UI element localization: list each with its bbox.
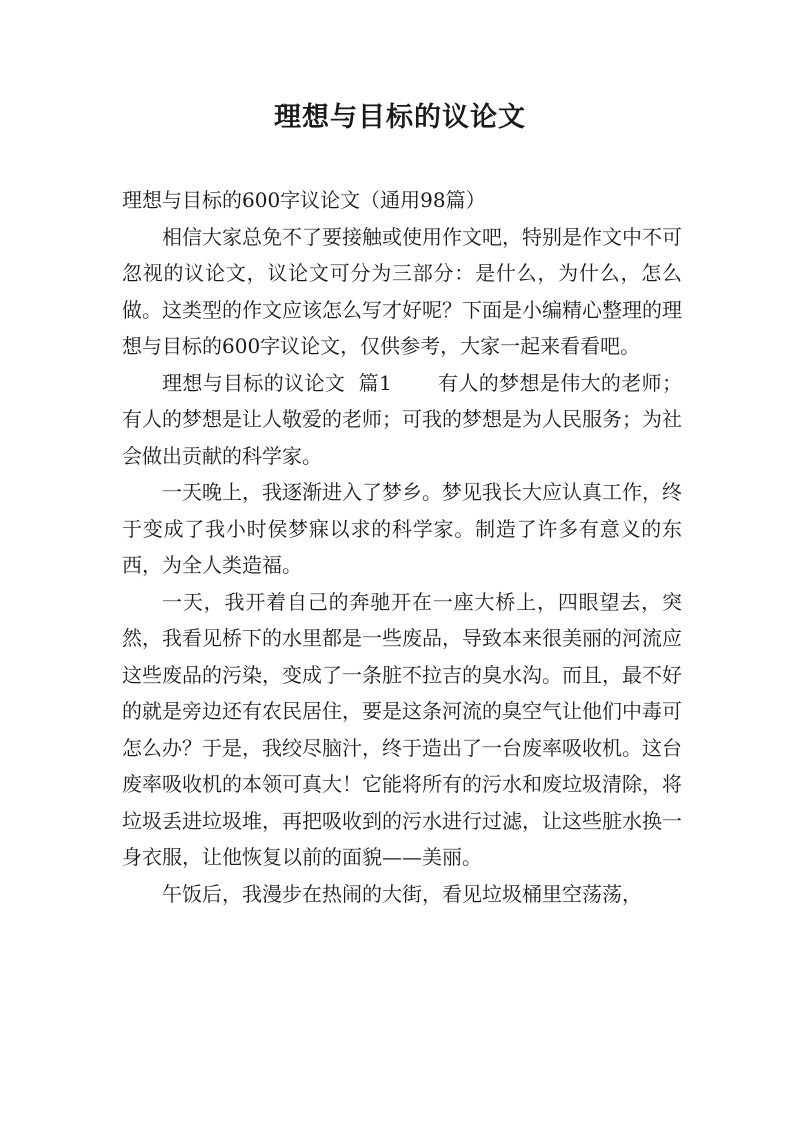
body-paragraph: 午饭后，我漫步在热闹的大街，看见垃圾桶里空荡荡， bbox=[162, 881, 642, 906]
document-subtitle: 理想与目标的600字议论文（通用98篇） bbox=[122, 188, 486, 212]
intro-paragraph: 相信大家总免不了要接触或使用作文吧，特别是作文中不可忽视的议论文，议论文可分为三部分：是什么，为什么，怎么做。这类型的作文应该怎么写才好呢？下面是小编精心整理的理想与目标的600字议论文，仅供参考，大家一起来看看吧。 bbox=[122, 224, 682, 358]
section-first-text: 有人的梦想是伟大的老师；有人的梦想是让人敬爱的老师；可我的梦想是为人民服务；为社会做出贡献的科学家。 bbox=[122, 370, 682, 468]
section-heading: 理想与目标的议论文 篇1 bbox=[162, 370, 392, 395]
body-paragraph: 一天晚上，我逐渐进入了梦乡。梦见我长大应认真工作，终于变成了我小时侯梦寐以求的科学家。制造了许多有意义的东西，为全人类造福。 bbox=[122, 480, 682, 577]
document-body bbox=[122, 182, 682, 912]
body-paragraph: 一天，我开着自己的奔驰开在一座大桥上，四眼望去，突然，我看见桥下的水里都是一些废品，导致本来很美丽的河流应这些废品的污染，变成了一条脏不拉吉的臭水沟。而且，最不好的就是旁边还有农民居住，要是这条河流的臭空气让他们中毒可怎么办？于是，我绞尽脑汁，终于造出了一台废率吸收机。这台废率吸收机的本领可真大！它能将所有的污水和废垃圾清除，将垃圾丢进垃圾堆，再把吸收到的污水进行过滤，让这些脏水换一身衣服，让他恢复以前的面貌——美丽。 bbox=[122, 589, 682, 869]
section-paragraph bbox=[122, 365, 682, 475]
document-title: 理想与目标的议论文 bbox=[274, 102, 526, 133]
